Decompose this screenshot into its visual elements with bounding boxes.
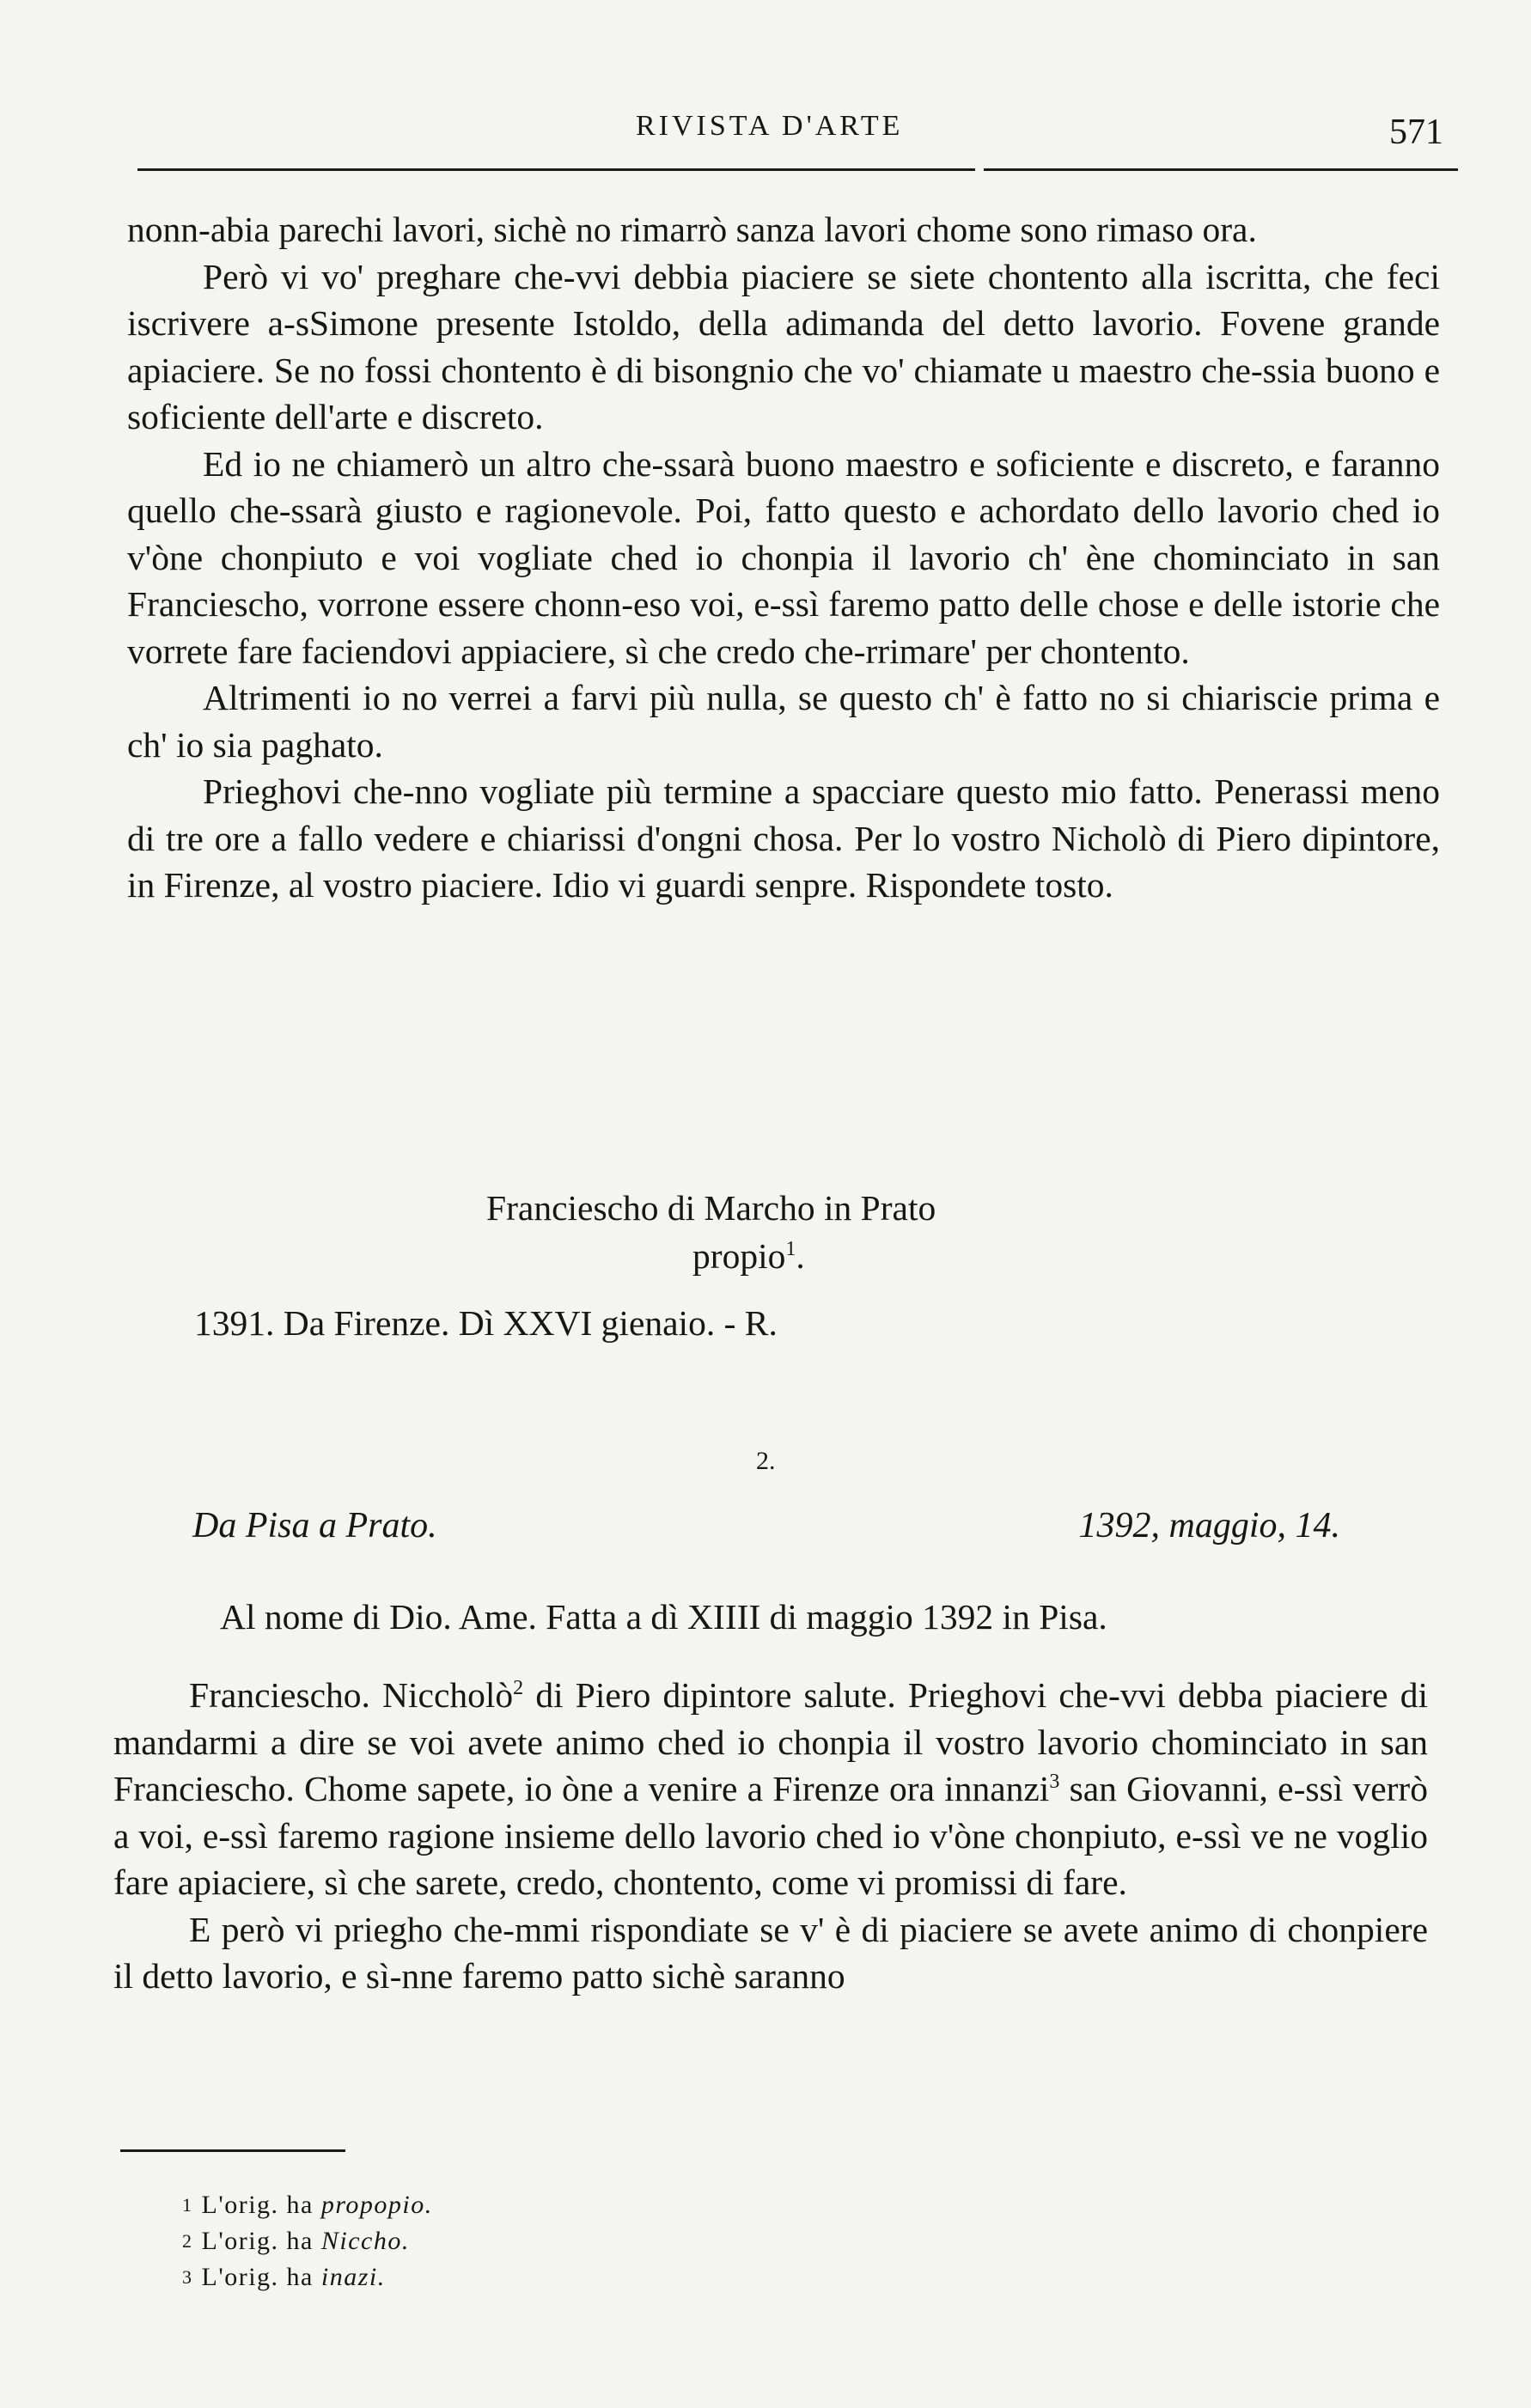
footnote-ref-3: 3 xyxy=(1049,1771,1060,1794)
text-segment: di Piero dipintore salute. Prieghovi che-vvi debba piaciere di mandarmi a dire se voi avete animo ched io chonpia il vostro lavorio chominciato in san Franciescho. Chome sapete, io òne a venire a Firenze ora innanzi xyxy=(113,1675,1428,1808)
paragraph xyxy=(113,1672,1428,1906)
paragraph: Però vi vo' preghare che-vvi debbia piaciere se siete chontento alla iscritta, che feci iscrivere a-sSimone presente Istoldo, della adimanda del detto lavorio. Fovene grande apiaciere. Se no fossi chontento è di bisongnio che vo' chiamate u maestro che-ssia buono e soficiente dell'arte e discreto. xyxy=(127,256,1440,436)
footnote-ref-1: 1 xyxy=(785,1238,796,1261)
footnote-text: L'orig. ha xyxy=(201,2263,314,2291)
journal-title: RIVISTA D'ARTE xyxy=(636,110,904,142)
footnote-mark: 3 xyxy=(182,2266,193,2288)
paragraph: Prieghovi che-nno vogliate più termine a spacciare questo mio fatto. Penerassi meno di tre ore a fallo vedere e chiarissi d'ongni chosa. Per lo vostro Nicholò di Piero dipintore, in Firenze, al vostro piaciere. Idio vi guardi senpre. Rispondete tosto. xyxy=(127,771,1440,905)
letter-route: Da Pisa a Prato. xyxy=(192,1506,437,1545)
letter-2-body xyxy=(113,1672,1428,2000)
letter-dateline: 1391. Da Firenze. Dì XXVI gienaio. - R. xyxy=(194,1303,778,1343)
text-segment: san Giovanni, e-ssì verrò a voi, e-ssì faremo ragione insieme dello lavorio ched io v'òne chonpiuto, e-ssì ve ne voglio fare apiaciere, sì che sarete, credo, chontento, come vi promissi di fare. xyxy=(113,1769,1428,1902)
letter-date: 1392, maggio, 14. xyxy=(1078,1506,1340,1545)
paragraph: nonn-abia parechi lavori, sichè no rimarrò sanza lavori chome sono rimaso ora. xyxy=(127,210,1257,249)
paragraph: E però vi priegho che-mmi rispondiate se v' è di piaciere se avete animo di chonpiere il detto lavorio, e sì-nne faremo patto sichè saranno xyxy=(113,1909,1428,1996)
letter-1-body xyxy=(127,206,1440,909)
footnote xyxy=(182,2259,433,2295)
footnote-text: L'orig. ha xyxy=(201,2191,314,2219)
running-header xyxy=(137,101,1469,170)
paragraph: Ed io ne chiamerò un altro che-ssarà buono maestro e soficiente e discreto, e faranno quello che-ssarà giusto e ragionevole. Poi, fatto questo e achordato dello lavorio ched io v'òne chonpiuto e voi vogliate ched io chonpia il lavorio ch' ène chominciato in san Franciescho, vorrone essere chonn-eso voi, e-ssì faremo patto delle chose e delle istorie che vorrete fare faciendovi appiaciere, sì che credo che-rrimare' per chontento. xyxy=(127,443,1440,671)
footnote-word: inazi. xyxy=(320,2263,386,2291)
document-number: 2. xyxy=(756,1447,776,1475)
address-line-1: Franciescho di Marcho in Prato xyxy=(486,1188,936,1228)
footnote xyxy=(182,2187,433,2223)
header-rule-left xyxy=(137,168,975,171)
header-rule-right xyxy=(984,168,1458,171)
page-number: 571 xyxy=(1389,113,1443,152)
footnote-mark: 2 xyxy=(182,2230,193,2252)
footnote xyxy=(182,2223,433,2259)
address-propio: propio xyxy=(692,1236,786,1276)
footnotes xyxy=(182,2187,433,2295)
letter-invocation: Al nome di Dio. Ame. Fatta a dì XIIII di maggio 1392 in Pisa. xyxy=(220,1597,1107,1637)
footnote-ref-2: 2 xyxy=(513,1677,524,1700)
period: . xyxy=(796,1236,805,1276)
text-segment: Franciescho. Niccholò xyxy=(189,1675,514,1715)
paragraph: Altrimenti io no verrei a farvi più nulla, se questo ch' è fatto no si chiariscie prima e ch' io sia paghato. xyxy=(127,678,1440,765)
footnote-rule xyxy=(120,2149,345,2152)
footnote-text: L'orig. ha xyxy=(201,2227,314,2255)
address-line-2 xyxy=(692,1235,1036,1277)
footnote-mark: 1 xyxy=(182,2194,193,2216)
footnote-word: propopio. xyxy=(320,2191,433,2219)
footnote-word: Niccho. xyxy=(320,2227,410,2255)
